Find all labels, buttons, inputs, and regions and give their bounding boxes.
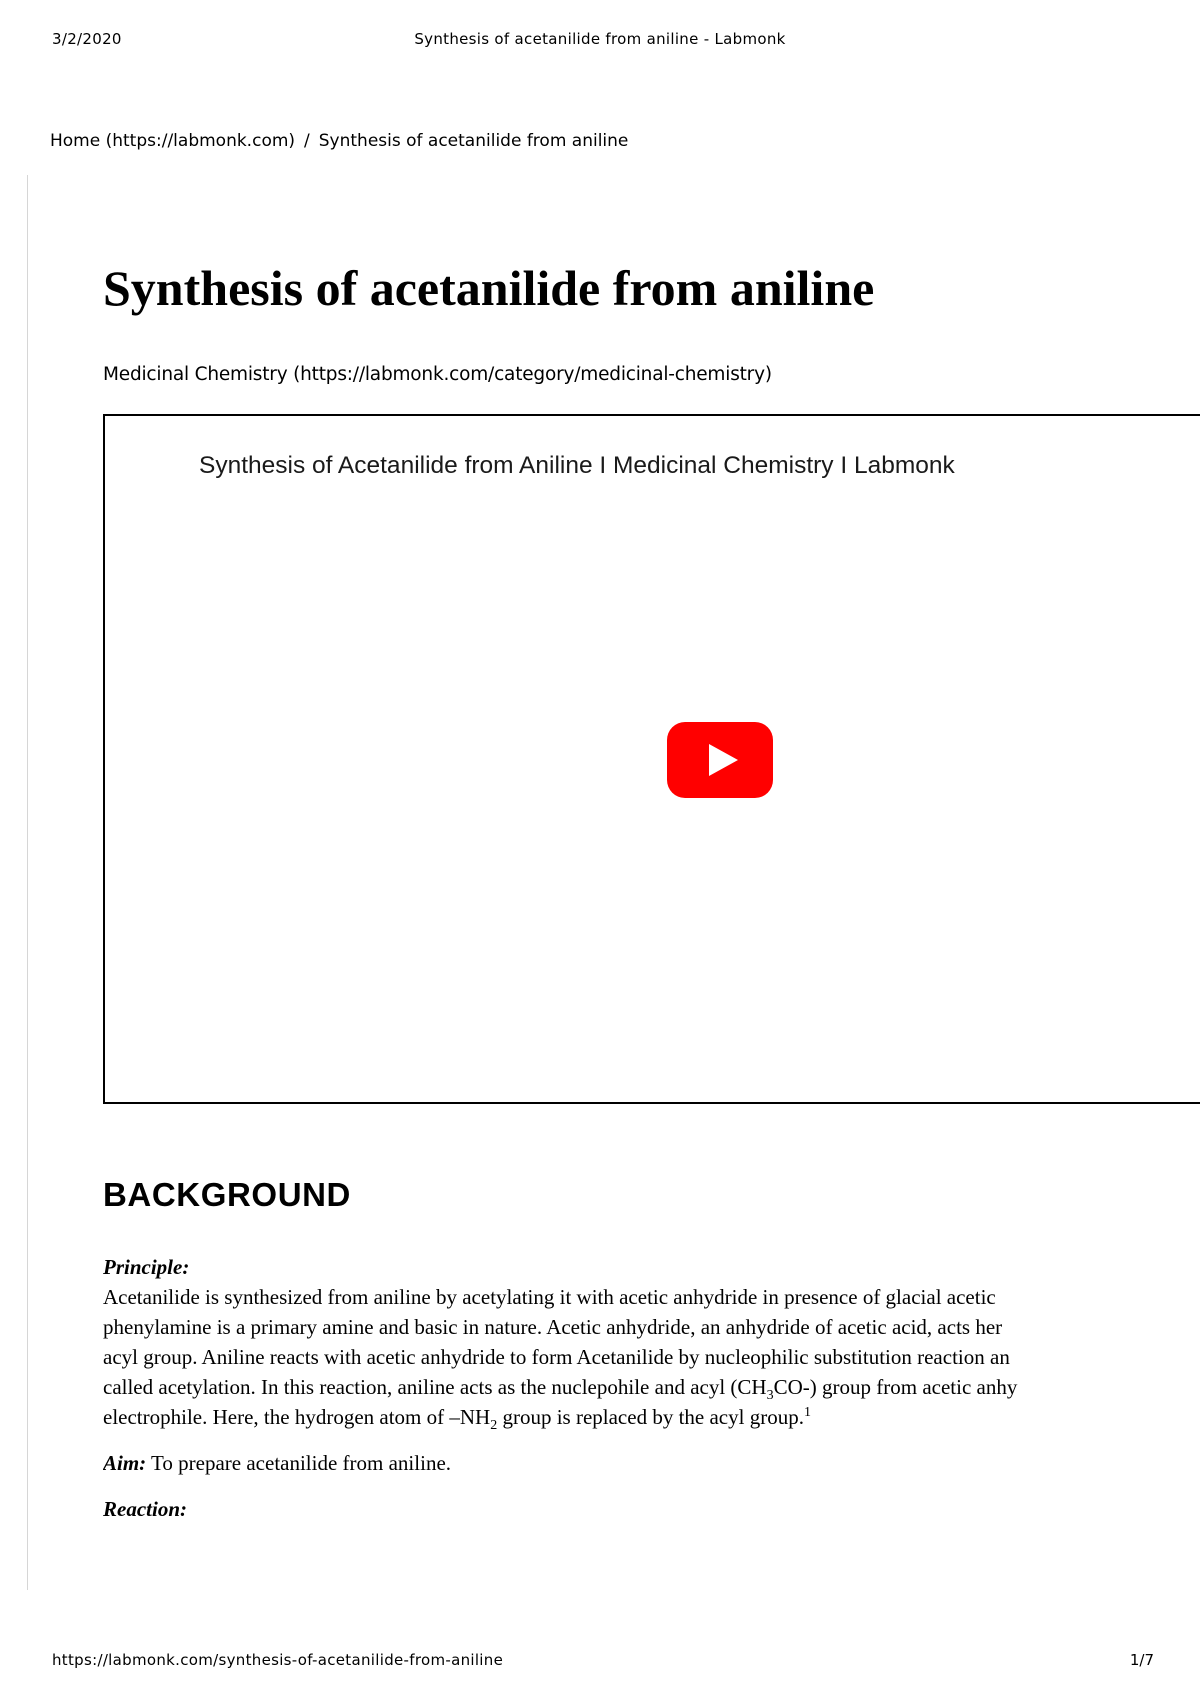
aim-line [103, 1448, 1200, 1478]
breadcrumb-current: Synthesis of acetanilide from aniline [318, 131, 629, 151]
aim-label: Aim: [103, 1451, 147, 1475]
footnote-ref-1[interactable]: 1 [803, 1405, 811, 1420]
subscript-3: 3 [766, 1388, 774, 1404]
aim-text: To prepare acetanilide from aniline. [146, 1451, 452, 1475]
breadcrumb-separator: / [304, 131, 310, 151]
principle-line-5 [103, 1402, 1200, 1432]
principle-line-5-text-a: electrophile. Here, the hydrogen atom of –NH [103, 1405, 491, 1429]
principle-line-5-text-b: group is replaced by the acyl group. [497, 1405, 804, 1429]
print-date: 3/2/2020 [52, 30, 122, 48]
principle-line-1: Acetanilide is synthesized from aniline by acetylating it with acetic anhydride in presence of glacial acetic [103, 1285, 996, 1309]
background-content [103, 1252, 1200, 1524]
youtube-play-icon[interactable] [667, 722, 773, 798]
print-footer-url: https://labmonk.com/synthesis-of-acetanilide-from-aniline [52, 1651, 504, 1669]
principle-label: Principle: [103, 1255, 190, 1279]
principle-line-4 [103, 1372, 1200, 1402]
article-title: Synthesis of acetanilide from aniline [103, 260, 875, 316]
category-link[interactable]: Medicinal Chemistry (https://labmonk.com/category/medicinal-chemistry) [103, 364, 772, 385]
section-heading-background: BACKGROUND [103, 1176, 351, 1213]
principle-line-2: phenylamine is a primary amine and basic in nature. Acetic anhydride, an anhydride of acetic acid, acts her [103, 1315, 1003, 1339]
principle-line-4-text-b: CO-) group from acetic anhy [773, 1375, 1018, 1399]
print-page-number: 1/7 [1129, 1651, 1154, 1669]
principle-line-3: acyl group. Aniline reacts with acetic anhydride to form Acetanilide by nucleophilic substitution reaction an [103, 1345, 1010, 1369]
video-embed[interactable] [103, 414, 1200, 1104]
subscript-2: 2 [490, 1418, 498, 1434]
breadcrumb-home-link[interactable]: Home (https://labmonk.com) [50, 131, 296, 151]
reaction-label: Reaction: [103, 1497, 187, 1521]
breadcrumb [50, 131, 628, 151]
print-page-title: Synthesis of acetanilide from aniline - Labmonk [414, 30, 786, 48]
content-left-border [27, 175, 28, 1590]
principle-line-4-text-a: called acetylation. In this reaction, aniline acts as the nuclepohile and acyl (CH [103, 1375, 767, 1399]
video-title[interactable]: Synthesis of Acetanilide from Aniline I Medicinal Chemistry I Labmonk [199, 452, 955, 479]
play-triangle-icon [667, 722, 773, 798]
